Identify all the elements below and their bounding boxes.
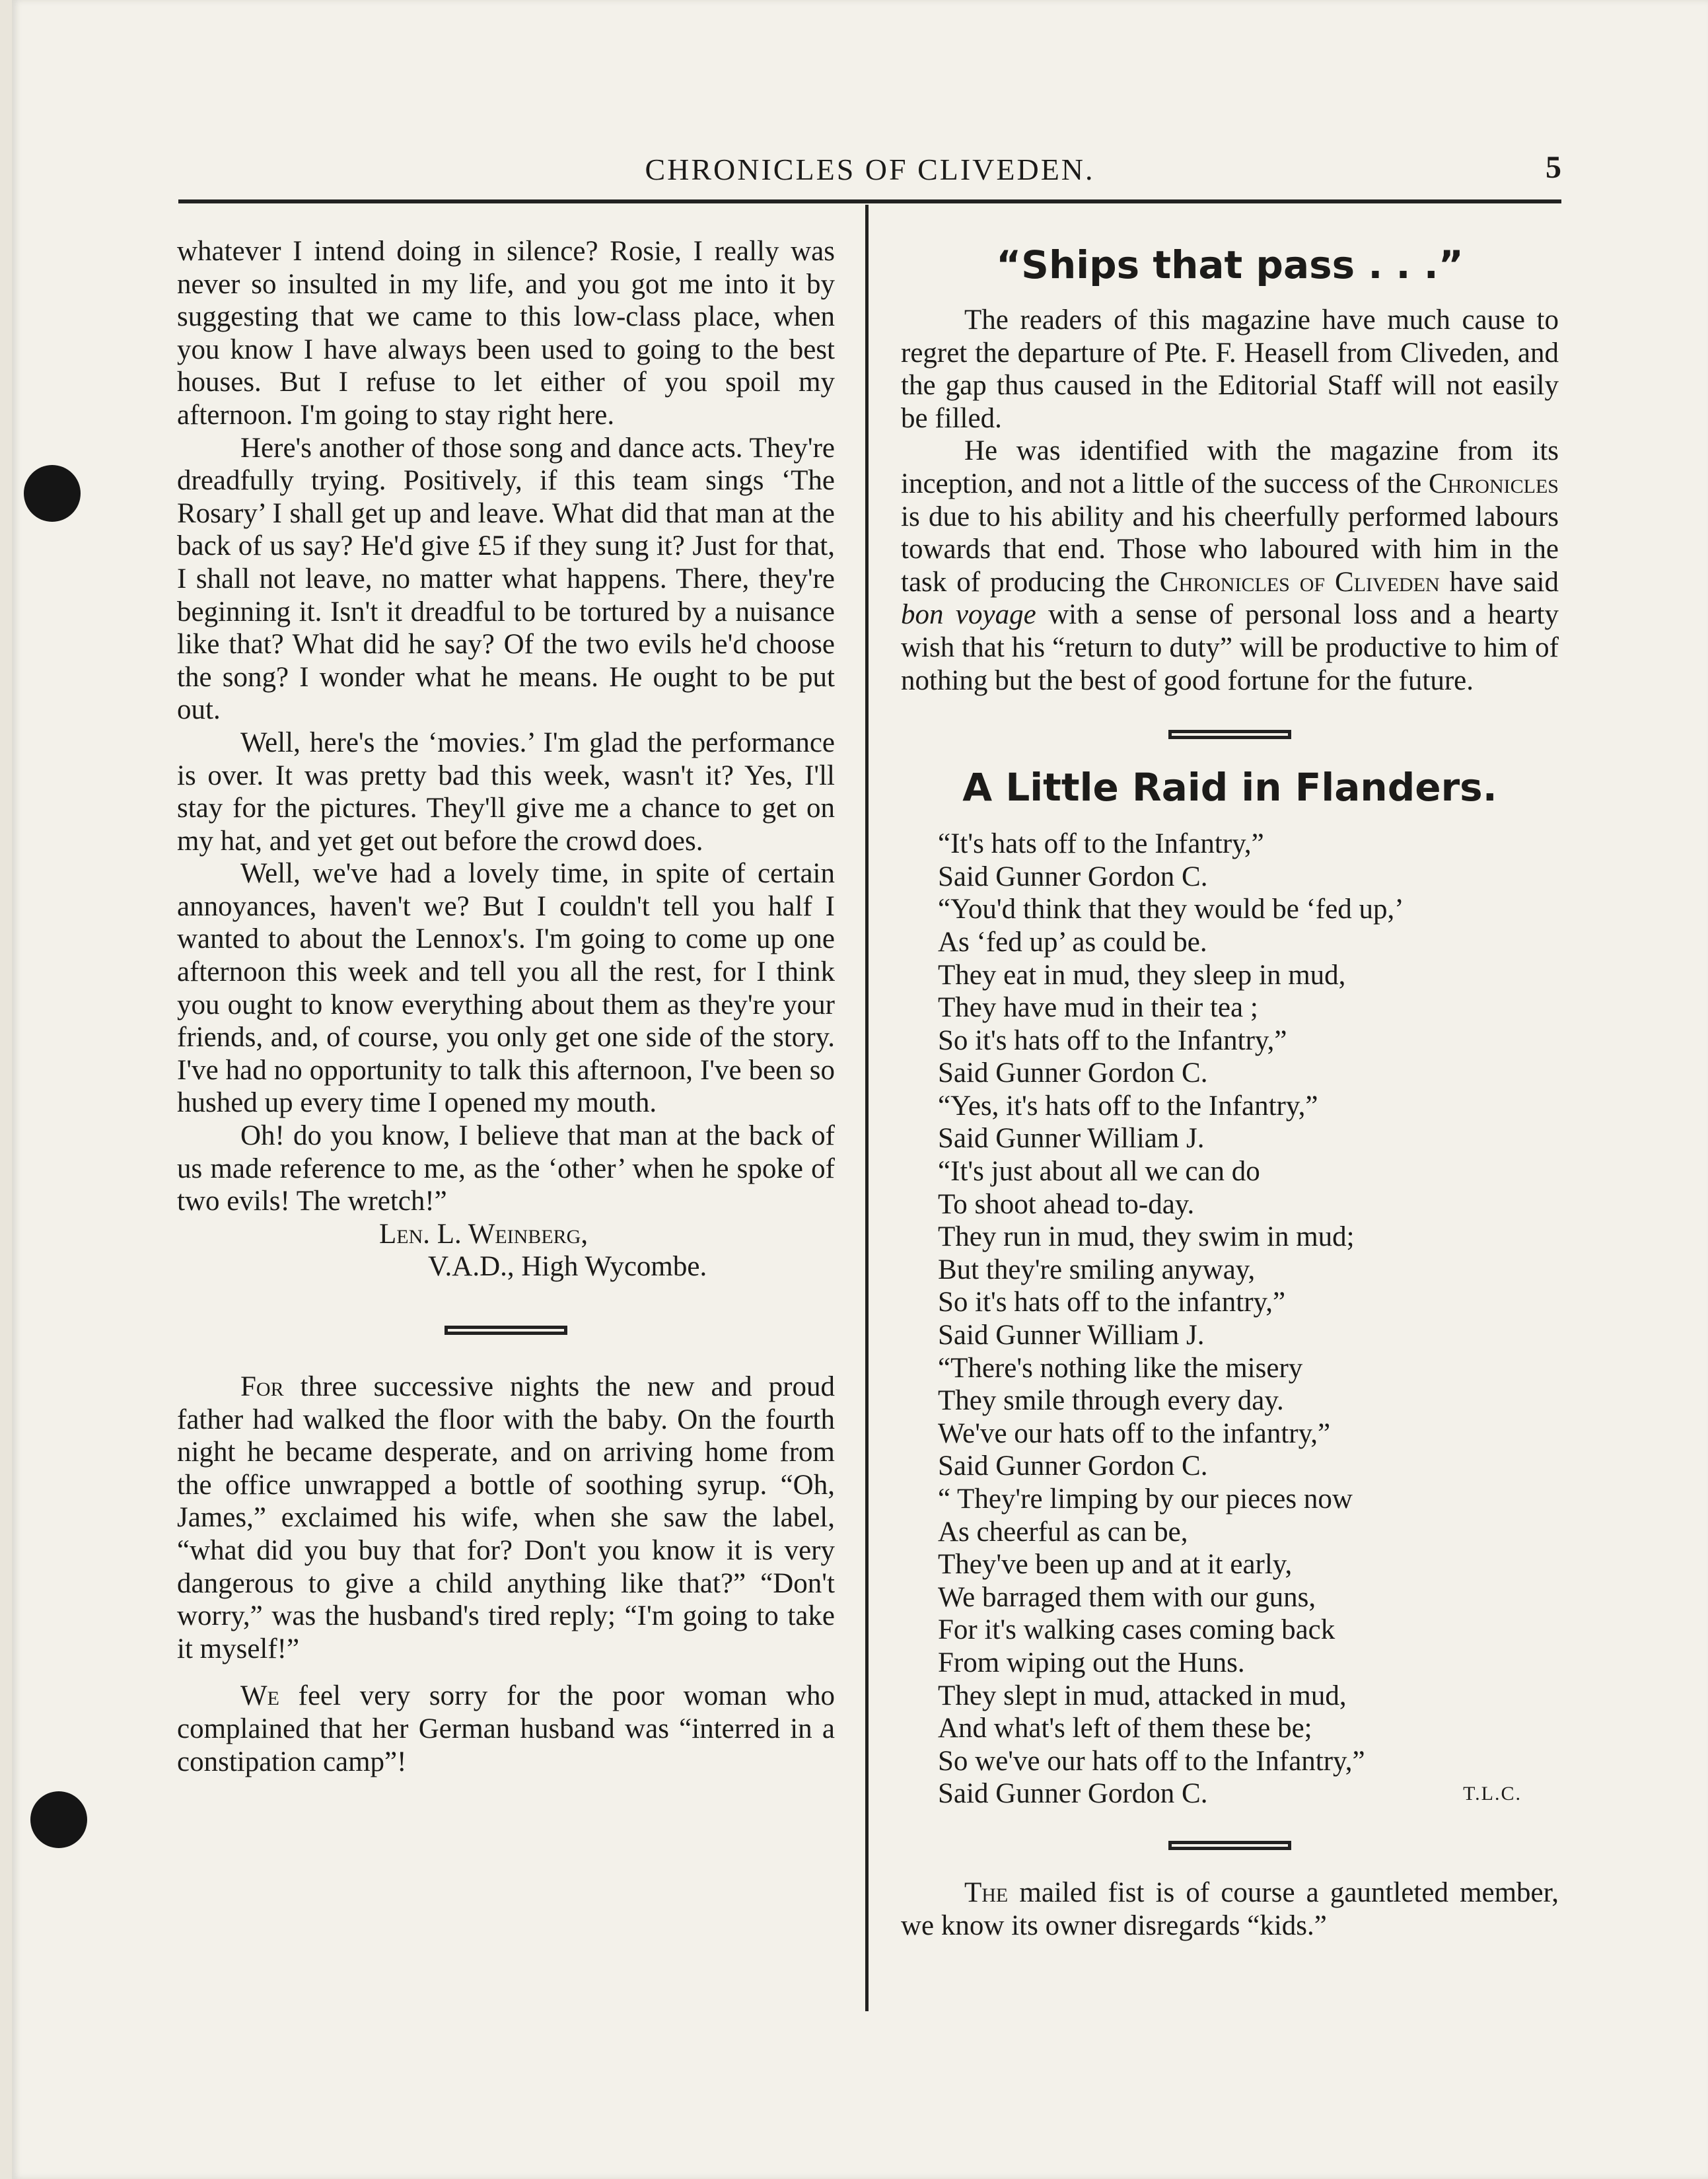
poem-line: For it's walking cases coming back xyxy=(938,1614,1335,1646)
text-run: is due to his ability and his cheerfully performed labours towards that end. Those who laboured with him in the task of producing the xyxy=(901,501,1559,598)
poem-line: We barraged them with our guns, xyxy=(938,1581,1316,1613)
right-column xyxy=(901,235,1559,1942)
lead-word: We xyxy=(240,1680,279,1712)
joke-paragraph xyxy=(177,1371,835,1665)
joke-text: three successive nights the new and proud father had walked the floor with the baby. On the fourth night he became desperate, and on arriving home from the office unwrapped a bottle of soothing syrup. “Oh, James,” exclaimed his wife, when she saw the label, “what did you buy that for? Don't you know it is very dangerous to give a child anything like that?” “Don't worry,” was the husband's tired reply; “I'm going to take it myself!” xyxy=(177,1371,835,1664)
joke-paragraph xyxy=(901,1876,1559,1942)
section-divider xyxy=(445,1326,567,1335)
column-divider xyxy=(865,205,869,2011)
poem-line: Said Gunner William J. xyxy=(938,1123,1205,1155)
joke-paragraph xyxy=(177,1680,835,1778)
poem-line xyxy=(901,1777,1559,1810)
poem xyxy=(901,828,1559,1810)
signature-name: Len. L. Weinberg, xyxy=(379,1218,588,1250)
running-header xyxy=(178,147,1561,203)
poem-line: They eat in mud, they sleep in mud, xyxy=(938,959,1346,991)
poem-line: To shoot ahead to-day. xyxy=(938,1188,1195,1220)
poem-line: As cheerful as can be, xyxy=(938,1516,1188,1548)
punch-hole-bottom xyxy=(30,1791,87,1848)
section-divider xyxy=(1168,1841,1291,1850)
author-initials: T.L.C. xyxy=(1463,1783,1522,1805)
poem-line: “It's hats off to the Infantry,” xyxy=(938,828,1264,860)
signature-place: V.A.D., High Wycombe. xyxy=(428,1251,707,1283)
left-column xyxy=(177,235,835,1778)
section-divider xyxy=(1168,730,1291,739)
italic-phrase: bon voyage xyxy=(901,599,1036,631)
poem-line: Said Gunner Gordon C. xyxy=(938,1057,1208,1089)
lead-word: The xyxy=(964,1876,1009,1908)
paragraph: whatever I intend doing in silence? Rosie, I really was never so insulted in my life, and you got me into it by suggesting that we came to this low-class place, when you know I have always been used to going to the best houses. But I refuse to let either of you spoil my afternoon. I'm going to stay right here. xyxy=(177,236,835,431)
poem-line: We've our hats off to the infantry,” xyxy=(938,1417,1331,1449)
poem-line: So it's hats off to the Infantry,” xyxy=(938,1024,1287,1056)
page-number: 5 xyxy=(1546,150,1561,185)
poem-line: Said Gunner Gordon C. xyxy=(938,861,1208,892)
poem-line: They smile through every day. xyxy=(938,1385,1284,1417)
lead-word: For xyxy=(240,1371,284,1402)
heading-little-raid: A Little Raid in Flanders. xyxy=(962,765,1497,810)
paragraph: Well, here's the ‘movies.’ I'm glad the performance is over. It was pretty bad this week, wasn't it? Yes, I'll stay for the pictures. They'll give me a chance to get on my hat, and yet get out before the crowd does. xyxy=(177,727,835,857)
poem-line: “You'd think that they would be ‘fed up,’ xyxy=(938,894,1404,925)
text-run: have said xyxy=(1439,566,1559,598)
joke-text: feel very sorry for the poor woman who complained that her German husband was “interred in a constipation camp”! xyxy=(177,1680,835,1777)
punch-hole-top xyxy=(24,465,81,522)
poem-line: “There's nothing like the misery xyxy=(938,1352,1303,1384)
running-title: CHRONICLES OF CLIVEDEN. xyxy=(645,153,1095,186)
magazine-name: Chronicles xyxy=(1428,468,1559,499)
heading-ships-that-pass: “Ships that pass . . .” xyxy=(996,242,1464,287)
text-run: He was identified with the magazine from its inception, and not a little of the success of the xyxy=(901,435,1559,499)
poem-line: They've been up and at it early, xyxy=(938,1549,1293,1581)
paragraph: Oh! do you know, I believe that man at the back of us made reference to me, as the ‘other’ when he spoke of two evils! The wretch!” xyxy=(177,1120,835,1217)
poem-line: So we've our hats off to the Infantry,” xyxy=(938,1745,1365,1777)
poem-line: They run in mud, they swim in mud; xyxy=(938,1221,1355,1253)
poem-line: Said Gunner Gordon C. xyxy=(938,1450,1208,1482)
poem-line: So it's hats off to the infantry,” xyxy=(938,1287,1286,1318)
paragraph xyxy=(901,435,1559,697)
page xyxy=(12,0,1708,2179)
poem-line: “It's just about all we can do xyxy=(938,1156,1260,1188)
poem-line: But they're smiling anyway, xyxy=(938,1254,1256,1285)
magazine-name: Chronicles of Cliveden xyxy=(1159,566,1440,598)
text-run: with a sense of personal loss and a hearty wish that his “return to duty” will be productive to him of nothing but the best of good fortune for the future. xyxy=(901,599,1559,696)
paragraph: Here's another of those song and dance acts. They're dreadfully trying. Positively, if this team sings ‘The Rosary’ I shall get up and leave. What did that man at the back of us say? He'd give £5 if they sung it? Just for that, I shall not leave, no matter what happens. There, they're beginning it. Isn't it dreadful to be tortured by a nuisance like that? What did he say? Of the two evils he'd choose the song? I wonder what he means. He ought to be put out. xyxy=(177,432,835,726)
poem-line: And what's left of them these be; xyxy=(938,1713,1312,1744)
poem-line: From wiping out the Huns. xyxy=(938,1647,1245,1678)
joke-text: mailed fist is of course a gauntleted member, we know its owner disregards “kids.” xyxy=(901,1876,1559,1941)
paragraph: Well, we've had a lovely time, in spite of certain annoyances, haven't we? But I couldn't tell you half I wanted to about the Lennox's. I'm going to come up one afternoon this week and tell you all the rest, for I think you ought to know everything about them as they're your friends, and, of course, you only get one side of the story. I've had no opportunity to talk this afternoon, I've been so hushed up every time I opened my mouth. xyxy=(177,858,835,1119)
poem-line: As ‘fed up’ as could be. xyxy=(938,926,1207,958)
poem-line: They have mud in their tea ; xyxy=(938,992,1258,1024)
poem-line: “ They're limping by our pieces now xyxy=(938,1483,1353,1515)
poem-line-text: Said Gunner Gordon C. xyxy=(938,1778,1208,1810)
poem-line: “Yes, it's hats off to the Infantry,” xyxy=(938,1090,1318,1122)
poem-line: They slept in mud, attacked in mud, xyxy=(938,1680,1347,1711)
paragraph: The readers of this magazine have much cause to regret the departure of Pte. F. Heasell from Cliveden, and the gap thus caused in the Editorial Staff will not easily be filled. xyxy=(901,304,1559,434)
poem-line: Said Gunner William J. xyxy=(938,1320,1205,1351)
